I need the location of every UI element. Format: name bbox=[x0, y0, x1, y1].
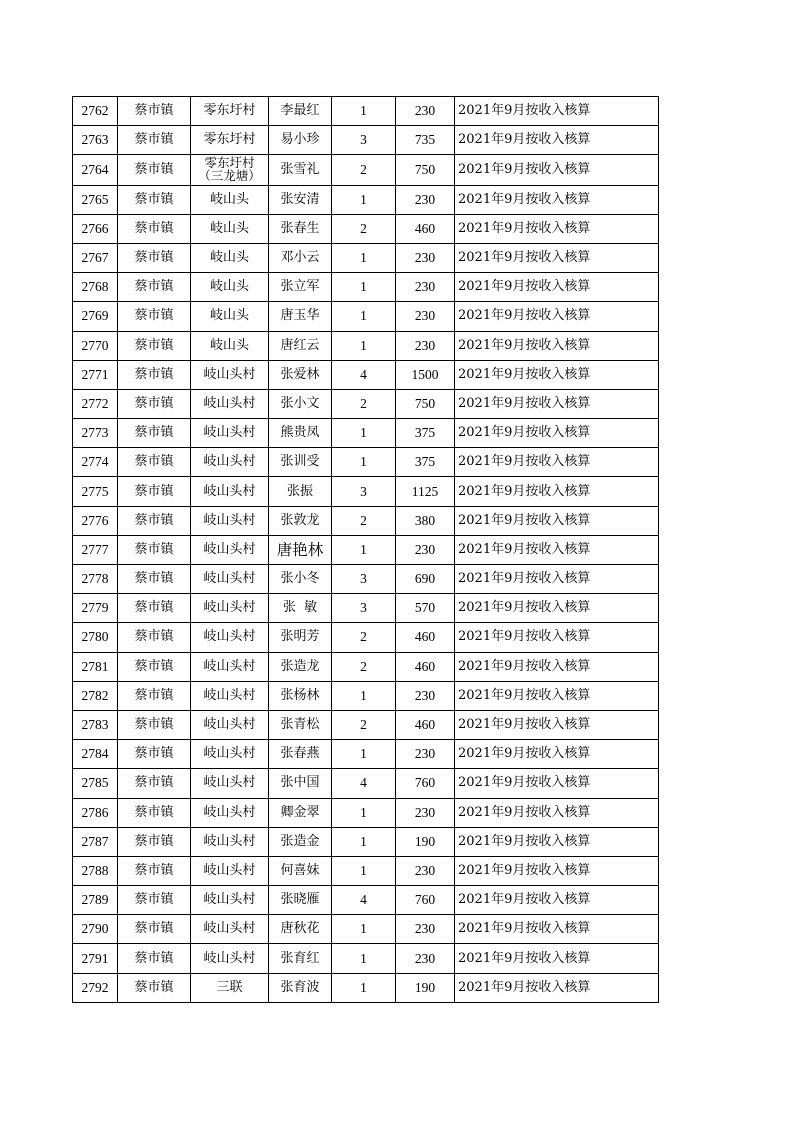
cell-note: 2021年9月按收入核算 bbox=[455, 273, 659, 302]
cell-village: 岐山头村 bbox=[191, 740, 269, 769]
cell-name: 易小珍 bbox=[269, 126, 332, 155]
cell-note: 2021年9月按收入核算 bbox=[455, 185, 659, 214]
cell-town: 蔡市镇 bbox=[118, 886, 191, 915]
cell-name: 张青松 bbox=[269, 710, 332, 739]
cell-count: 1 bbox=[332, 243, 396, 272]
cell-amount: 230 bbox=[396, 944, 455, 973]
cell-town: 蔡市镇 bbox=[118, 126, 191, 155]
cell-count: 2 bbox=[332, 155, 396, 185]
cell-count: 1 bbox=[332, 827, 396, 856]
cell-amount: 375 bbox=[396, 448, 455, 477]
table-row bbox=[73, 360, 659, 389]
cell-town: 蔡市镇 bbox=[118, 915, 191, 944]
table-row bbox=[73, 535, 659, 564]
cell-name: 张爱林 bbox=[269, 360, 332, 389]
cell-village: 岐山头村 bbox=[191, 915, 269, 944]
cell-count: 1 bbox=[332, 535, 396, 564]
table-row bbox=[73, 331, 659, 360]
table-row bbox=[73, 681, 659, 710]
table-row bbox=[73, 565, 659, 594]
cell-town: 蔡市镇 bbox=[118, 97, 191, 126]
cell-id: 2782 bbox=[73, 681, 118, 710]
cell-village: 岐山头 bbox=[191, 185, 269, 214]
cell-name: 卿金翠 bbox=[269, 798, 332, 827]
cell-note: 2021年9月按收入核算 bbox=[455, 886, 659, 915]
cell-town: 蔡市镇 bbox=[118, 710, 191, 739]
cell-id: 2781 bbox=[73, 652, 118, 681]
cell-id: 2790 bbox=[73, 915, 118, 944]
cell-name: 张造龙 bbox=[269, 652, 332, 681]
cell-name: 唐秋花 bbox=[269, 915, 332, 944]
cell-name: 唐玉华 bbox=[269, 302, 332, 331]
cell-village: 岐山头村 bbox=[191, 886, 269, 915]
cell-note: 2021年9月按收入核算 bbox=[455, 769, 659, 798]
cell-village: 岐山头村 bbox=[191, 769, 269, 798]
table-row bbox=[73, 448, 659, 477]
cell-count: 1 bbox=[332, 681, 396, 710]
cell-town: 蔡市镇 bbox=[118, 243, 191, 272]
cell-note: 2021年9月按收入核算 bbox=[455, 944, 659, 973]
cell-amount: 230 bbox=[396, 243, 455, 272]
cell-name: 张 敏 bbox=[269, 594, 332, 623]
cell-village: 岐山头 bbox=[191, 243, 269, 272]
cell-village: 岐山头村 bbox=[191, 856, 269, 885]
table-row bbox=[73, 302, 659, 331]
cell-id: 2769 bbox=[73, 302, 118, 331]
cell-note: 2021年9月按收入核算 bbox=[455, 389, 659, 418]
cell-village: 岐山头村 bbox=[191, 448, 269, 477]
cell-name: 张立军 bbox=[269, 273, 332, 302]
cell-village: 岐山头村 bbox=[191, 798, 269, 827]
table-row bbox=[73, 652, 659, 681]
cell-note: 2021年9月按收入核算 bbox=[455, 535, 659, 564]
cell-count: 1 bbox=[332, 302, 396, 331]
cell-name: 张训受 bbox=[269, 448, 332, 477]
cell-name: 张敦龙 bbox=[269, 506, 332, 535]
cell-amount: 570 bbox=[396, 594, 455, 623]
table-row bbox=[73, 185, 659, 214]
table-row bbox=[73, 97, 659, 126]
cell-amount: 760 bbox=[396, 769, 455, 798]
cell-town: 蔡市镇 bbox=[118, 798, 191, 827]
cell-amount: 460 bbox=[396, 652, 455, 681]
cell-town: 蔡市镇 bbox=[118, 973, 191, 1002]
cell-id: 2779 bbox=[73, 594, 118, 623]
cell-count: 2 bbox=[332, 389, 396, 418]
cell-amount: 230 bbox=[396, 740, 455, 769]
cell-count: 2 bbox=[332, 652, 396, 681]
table-row bbox=[73, 477, 659, 506]
cell-village: 岐山头村 bbox=[191, 389, 269, 418]
cell-note: 2021年9月按收入核算 bbox=[455, 360, 659, 389]
cell-note: 2021年9月按收入核算 bbox=[455, 710, 659, 739]
cell-village: 岐山头村 bbox=[191, 681, 269, 710]
cell-id: 2791 bbox=[73, 944, 118, 973]
cell-amount: 750 bbox=[396, 155, 455, 185]
cell-note: 2021年9月按收入核算 bbox=[455, 448, 659, 477]
cell-id: 2767 bbox=[73, 243, 118, 272]
cell-village: 岐山头 bbox=[191, 302, 269, 331]
cell-id: 2770 bbox=[73, 331, 118, 360]
cell-count: 1 bbox=[332, 448, 396, 477]
cell-amount: 230 bbox=[396, 915, 455, 944]
cell-village: 零东圩村 bbox=[191, 97, 269, 126]
cell-id: 2787 bbox=[73, 827, 118, 856]
cell-name: 张造金 bbox=[269, 827, 332, 856]
cell-village: 岐山头 bbox=[191, 273, 269, 302]
cell-village: 岐山头村 bbox=[191, 944, 269, 973]
cell-count: 1 bbox=[332, 185, 396, 214]
cell-count: 3 bbox=[332, 594, 396, 623]
cell-id: 2780 bbox=[73, 623, 118, 652]
cell-id: 2765 bbox=[73, 185, 118, 214]
cell-note: 2021年9月按收入核算 bbox=[455, 155, 659, 185]
cell-note: 2021年9月按收入核算 bbox=[455, 214, 659, 243]
cell-amount: 460 bbox=[396, 623, 455, 652]
cell-town: 蔡市镇 bbox=[118, 565, 191, 594]
cell-town: 蔡市镇 bbox=[118, 302, 191, 331]
cell-id: 2792 bbox=[73, 973, 118, 1002]
cell-name: 何喜妹 bbox=[269, 856, 332, 885]
table-row bbox=[73, 623, 659, 652]
table-row bbox=[73, 915, 659, 944]
cell-note: 2021年9月按收入核算 bbox=[455, 681, 659, 710]
cell-note: 2021年9月按收入核算 bbox=[455, 623, 659, 652]
cell-name: 张杨林 bbox=[269, 681, 332, 710]
cell-name: 张小文 bbox=[269, 389, 332, 418]
cell-amount: 1500 bbox=[396, 360, 455, 389]
cell-village: 岐山头村 bbox=[191, 477, 269, 506]
table-row bbox=[73, 389, 659, 418]
cell-count: 4 bbox=[332, 886, 396, 915]
cell-name: 张明芳 bbox=[269, 623, 332, 652]
cell-count: 2 bbox=[332, 623, 396, 652]
cell-id: 2774 bbox=[73, 448, 118, 477]
table-row bbox=[73, 214, 659, 243]
cell-name: 张安清 bbox=[269, 185, 332, 214]
cell-town: 蔡市镇 bbox=[118, 769, 191, 798]
cell-amount: 230 bbox=[396, 185, 455, 214]
cell-town: 蔡市镇 bbox=[118, 331, 191, 360]
table-row bbox=[73, 769, 659, 798]
cell-amount: 380 bbox=[396, 506, 455, 535]
cell-town: 蔡市镇 bbox=[118, 652, 191, 681]
cell-note: 2021年9月按收入核算 bbox=[455, 594, 659, 623]
table-row bbox=[73, 944, 659, 973]
cell-amount: 230 bbox=[396, 681, 455, 710]
cell-town: 蔡市镇 bbox=[118, 623, 191, 652]
cell-note: 2021年9月按收入核算 bbox=[455, 915, 659, 944]
cell-amount: 1125 bbox=[396, 477, 455, 506]
cell-amount: 460 bbox=[396, 214, 455, 243]
table-row bbox=[73, 886, 659, 915]
cell-village-line2: （三龙塘） bbox=[198, 168, 261, 184]
cell-amount: 230 bbox=[396, 302, 455, 331]
cell-id: 2788 bbox=[73, 856, 118, 885]
table-row bbox=[73, 126, 659, 155]
cell-village: 岐山头村 bbox=[191, 535, 269, 564]
cell-id: 2778 bbox=[73, 565, 118, 594]
cell-village: 岐山头村 bbox=[191, 506, 269, 535]
cell-id: 2764 bbox=[73, 155, 118, 185]
table-row bbox=[73, 798, 659, 827]
table-row bbox=[73, 740, 659, 769]
cell-note: 2021年9月按收入核算 bbox=[455, 827, 659, 856]
cell-town: 蔡市镇 bbox=[118, 360, 191, 389]
cell-note: 2021年9月按收入核算 bbox=[455, 740, 659, 769]
cell-id: 2786 bbox=[73, 798, 118, 827]
cell-note: 2021年9月按收入核算 bbox=[455, 856, 659, 885]
table-row bbox=[73, 973, 659, 1002]
cell-id: 2773 bbox=[73, 419, 118, 448]
cell-note: 2021年9月按收入核算 bbox=[455, 331, 659, 360]
cell-id: 2771 bbox=[73, 360, 118, 389]
cell-amount: 760 bbox=[396, 886, 455, 915]
cell-id: 2785 bbox=[73, 769, 118, 798]
cell-village-line1: 零东圩村 bbox=[204, 155, 255, 171]
cell-name: 张小冬 bbox=[269, 565, 332, 594]
cell-village: 岐山头村 bbox=[191, 565, 269, 594]
table-row bbox=[73, 155, 659, 185]
cell-count: 2 bbox=[332, 214, 396, 243]
cell-name: 张育红 bbox=[269, 944, 332, 973]
cell-name: 张育波 bbox=[269, 973, 332, 1002]
cell-id: 2768 bbox=[73, 273, 118, 302]
cell-village: 岐山头村 bbox=[191, 360, 269, 389]
cell-village: 岐山头村 bbox=[191, 419, 269, 448]
cell-id: 2762 bbox=[73, 97, 118, 126]
cell-note: 2021年9月按收入核算 bbox=[455, 477, 659, 506]
cell-id: 2777 bbox=[73, 535, 118, 564]
cell-amount: 460 bbox=[396, 710, 455, 739]
cell-town: 蔡市镇 bbox=[118, 185, 191, 214]
table-row bbox=[73, 710, 659, 739]
cell-id: 2783 bbox=[73, 710, 118, 739]
cell-note: 2021年9月按收入核算 bbox=[455, 798, 659, 827]
cell-village: 岐山头村 bbox=[191, 827, 269, 856]
cell-id: 2784 bbox=[73, 740, 118, 769]
cell-name: 张振 bbox=[269, 477, 332, 506]
cell-note: 2021年9月按收入核算 bbox=[455, 652, 659, 681]
cell-amount: 735 bbox=[396, 126, 455, 155]
cell-amount: 375 bbox=[396, 419, 455, 448]
cell-town: 蔡市镇 bbox=[118, 681, 191, 710]
cell-name: 张春生 bbox=[269, 214, 332, 243]
cell-name: 唐艳林 bbox=[269, 535, 332, 564]
cell-amount: 750 bbox=[396, 389, 455, 418]
table-row bbox=[73, 419, 659, 448]
cell-count: 3 bbox=[332, 477, 396, 506]
cell-count: 2 bbox=[332, 506, 396, 535]
cell-village: 零东圩村 bbox=[191, 126, 269, 155]
cell-id: 2772 bbox=[73, 389, 118, 418]
cell-note: 2021年9月按收入核算 bbox=[455, 126, 659, 155]
cell-village: 岐山头 bbox=[191, 214, 269, 243]
table-row bbox=[73, 827, 659, 856]
cell-name: 张春燕 bbox=[269, 740, 332, 769]
cell-town: 蔡市镇 bbox=[118, 389, 191, 418]
data-table bbox=[72, 96, 659, 1003]
cell-id: 2763 bbox=[73, 126, 118, 155]
cell-count: 1 bbox=[332, 97, 396, 126]
table-row bbox=[73, 506, 659, 535]
cell-count: 1 bbox=[332, 856, 396, 885]
table-row bbox=[73, 273, 659, 302]
table-body bbox=[73, 97, 659, 1003]
cell-name: 张晓雁 bbox=[269, 886, 332, 915]
cell-count: 4 bbox=[332, 769, 396, 798]
cell-note: 2021年9月按收入核算 bbox=[455, 506, 659, 535]
cell-count: 1 bbox=[332, 331, 396, 360]
cell-village: 岐山头村 bbox=[191, 623, 269, 652]
cell-amount: 230 bbox=[396, 331, 455, 360]
cell-name: 熊贵凤 bbox=[269, 419, 332, 448]
cell-village: 岐山头 bbox=[191, 331, 269, 360]
cell-town: 蔡市镇 bbox=[118, 740, 191, 769]
cell-town: 蔡市镇 bbox=[118, 944, 191, 973]
cell-count: 3 bbox=[332, 565, 396, 594]
cell-amount: 690 bbox=[396, 565, 455, 594]
cell-village bbox=[191, 155, 269, 185]
table-row bbox=[73, 856, 659, 885]
cell-village: 岐山头村 bbox=[191, 594, 269, 623]
cell-name: 张雪礼 bbox=[269, 155, 332, 185]
cell-count: 1 bbox=[332, 273, 396, 302]
cell-amount: 230 bbox=[396, 856, 455, 885]
cell-amount: 190 bbox=[396, 973, 455, 1002]
cell-amount: 190 bbox=[396, 827, 455, 856]
cell-note: 2021年9月按收入核算 bbox=[455, 302, 659, 331]
table-row bbox=[73, 243, 659, 272]
cell-id: 2776 bbox=[73, 506, 118, 535]
cell-count: 1 bbox=[332, 944, 396, 973]
cell-town: 蔡市镇 bbox=[118, 506, 191, 535]
cell-count: 1 bbox=[332, 798, 396, 827]
cell-amount: 230 bbox=[396, 535, 455, 564]
cell-id: 2789 bbox=[73, 886, 118, 915]
cell-note: 2021年9月按收入核算 bbox=[455, 973, 659, 1002]
cell-note: 2021年9月按收入核算 bbox=[455, 565, 659, 594]
cell-count: 1 bbox=[332, 419, 396, 448]
cell-note: 2021年9月按收入核算 bbox=[455, 243, 659, 272]
cell-town: 蔡市镇 bbox=[118, 155, 191, 185]
cell-village: 岐山头村 bbox=[191, 710, 269, 739]
cell-town: 蔡市镇 bbox=[118, 477, 191, 506]
table-row bbox=[73, 594, 659, 623]
cell-id: 2766 bbox=[73, 214, 118, 243]
cell-town: 蔡市镇 bbox=[118, 827, 191, 856]
cell-town: 蔡市镇 bbox=[118, 594, 191, 623]
cell-amount: 230 bbox=[396, 798, 455, 827]
cell-count: 1 bbox=[332, 973, 396, 1002]
cell-town: 蔡市镇 bbox=[118, 273, 191, 302]
cell-note: 2021年9月按收入核算 bbox=[455, 97, 659, 126]
cell-name: 邓小云 bbox=[269, 243, 332, 272]
cell-count: 3 bbox=[332, 126, 396, 155]
cell-name: 唐红云 bbox=[269, 331, 332, 360]
cell-village: 岐山头村 bbox=[191, 652, 269, 681]
cell-town: 蔡市镇 bbox=[118, 856, 191, 885]
cell-count: 1 bbox=[332, 740, 396, 769]
cell-town: 蔡市镇 bbox=[118, 448, 191, 477]
cell-note: 2021年9月按收入核算 bbox=[455, 419, 659, 448]
cell-count: 1 bbox=[332, 915, 396, 944]
cell-name: 李最红 bbox=[269, 97, 332, 126]
cell-town: 蔡市镇 bbox=[118, 535, 191, 564]
cell-id: 2775 bbox=[73, 477, 118, 506]
cell-amount: 230 bbox=[396, 273, 455, 302]
cell-count: 4 bbox=[332, 360, 396, 389]
cell-amount: 230 bbox=[396, 97, 455, 126]
cell-count: 2 bbox=[332, 710, 396, 739]
cell-village: 三联 bbox=[191, 973, 269, 1002]
cell-town: 蔡市镇 bbox=[118, 214, 191, 243]
cell-town: 蔡市镇 bbox=[118, 419, 191, 448]
cell-name: 张中国 bbox=[269, 769, 332, 798]
